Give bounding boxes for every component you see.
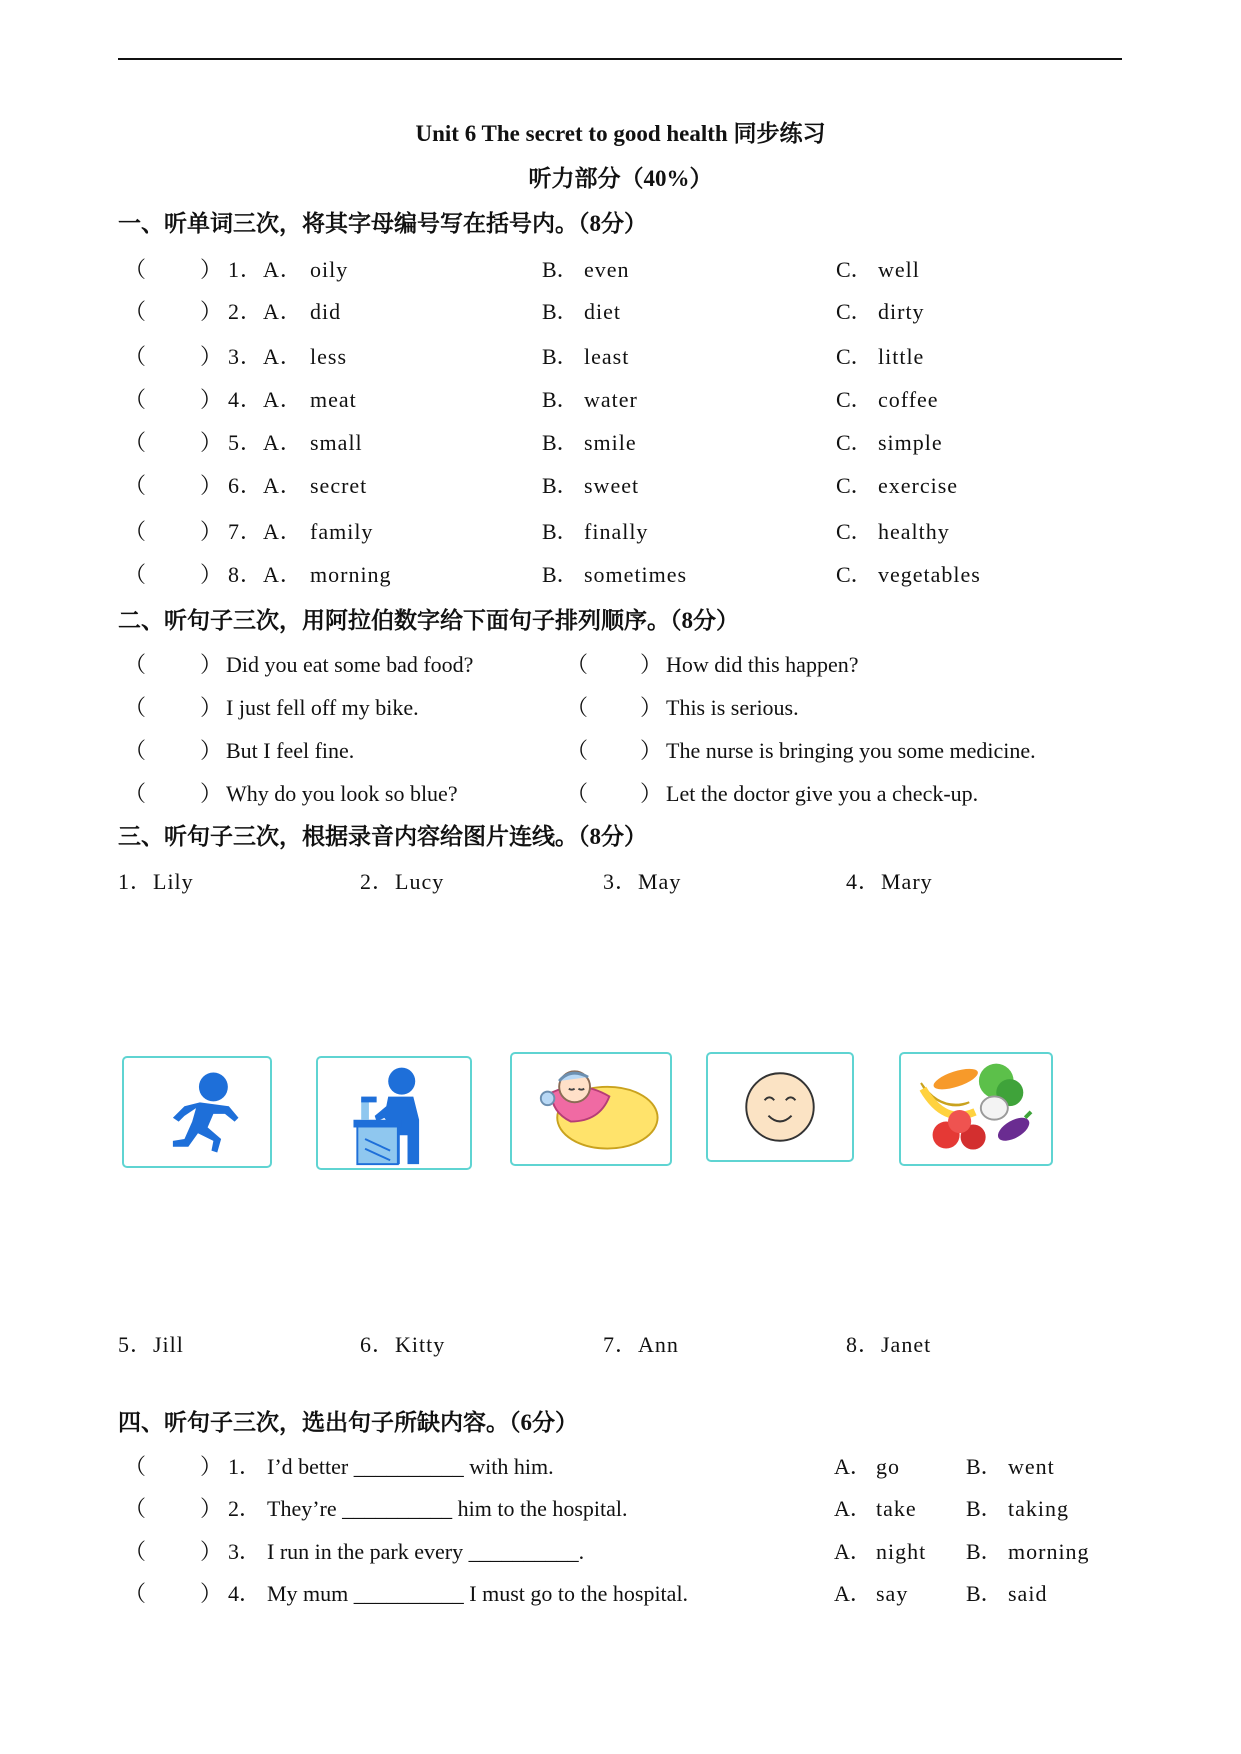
item-number: 3．A． [228, 344, 303, 369]
answer-paren-open[interactable]: （ [124, 652, 147, 677]
option-a: take [876, 1496, 917, 1521]
top-rule [118, 58, 1122, 60]
answer-paren-open[interactable]: （ [124, 738, 147, 763]
picture-running[interactable] [122, 1056, 272, 1168]
answer-paren-close: ） [200, 781, 223, 806]
item-number: 6．A． [228, 473, 303, 498]
answer-paren-open[interactable]: （ [124, 387, 147, 412]
picture-sleeping[interactable] [510, 1052, 672, 1166]
sentence-left: Did you eat some bad food? [226, 652, 474, 677]
option-b: least [584, 344, 630, 369]
name-label[interactable]: 8．Janet [846, 1332, 932, 1357]
option-c-label: C． [836, 473, 873, 498]
name-label[interactable]: 2．Lucy [360, 869, 445, 894]
answer-paren-open[interactable]: （ [124, 299, 147, 324]
answer-paren-close: ） [200, 695, 223, 720]
answer-paren-close: ） [200, 652, 223, 677]
answer-paren-close: ） [200, 1581, 223, 1606]
option-a: morning [310, 562, 392, 587]
running-person-icon [124, 1058, 270, 1166]
answer-paren-open[interactable]: （ [566, 781, 589, 806]
answer-paren-open[interactable]: （ [124, 430, 147, 455]
option-b-label: B． [966, 1454, 1003, 1479]
item-number: 2． [228, 1496, 262, 1521]
option-b-label: B． [542, 519, 579, 544]
option-c-label: C． [836, 344, 873, 369]
washing-hands-icon [318, 1058, 470, 1168]
option-b: taking [1008, 1496, 1069, 1521]
option-c: simple [878, 430, 943, 455]
answer-paren-open[interactable]: （ [124, 257, 147, 282]
option-c-label: C． [836, 430, 873, 455]
option-b: sometimes [584, 562, 688, 587]
picture-fruits[interactable] [899, 1052, 1053, 1166]
option-c-label: C． [836, 299, 873, 324]
option-a: secret [310, 473, 368, 498]
answer-paren-close: ） [200, 1454, 223, 1479]
name-label[interactable]: 3．May [603, 869, 682, 894]
option-b: diet [584, 299, 621, 324]
option-b-label: B． [966, 1496, 1003, 1521]
option-a: oily [310, 257, 349, 282]
answer-paren-close: ） [200, 299, 223, 324]
answer-paren-close: ） [200, 1539, 223, 1564]
option-c-label: C． [836, 257, 873, 282]
sentence-text: I’d better __________ with him. [267, 1454, 554, 1479]
option-b: morning [1008, 1539, 1090, 1564]
sentence-left: I just fell off my bike. [226, 695, 419, 720]
answer-paren-open[interactable]: （ [124, 519, 147, 544]
option-b-label: B． [542, 430, 579, 455]
option-a-label: A． [834, 1496, 872, 1521]
section4-heading: 四、听句子三次，选出句子所缺内容。（6分） [118, 1410, 578, 1435]
sentence-left: But I feel fine. [226, 738, 355, 763]
sentence-text: I run in the park every __________. [267, 1539, 585, 1564]
answer-paren-close: ） [640, 652, 663, 677]
answer-paren-open[interactable]: （ [124, 1581, 147, 1606]
answer-paren-open[interactable]: （ [124, 562, 147, 587]
name-label[interactable]: 5．Jill [118, 1332, 184, 1357]
answer-paren-open[interactable]: （ [124, 781, 147, 806]
option-a: night [876, 1539, 927, 1564]
sentence-right: How did this happen? [666, 652, 859, 677]
option-b-label: B． [966, 1581, 1003, 1606]
sentence-right: Let the doctor give you a check-up. [666, 781, 979, 806]
name-label[interactable]: 4．Mary [846, 869, 933, 894]
option-b: sweet [584, 473, 640, 498]
option-b-label: B． [542, 344, 579, 369]
answer-paren-open[interactable]: （ [566, 652, 589, 677]
sentence-right: This is serious. [666, 695, 799, 720]
answer-paren-close: ） [200, 430, 223, 455]
option-b: went [1008, 1454, 1055, 1479]
option-a: did [310, 299, 342, 324]
answer-paren-close: ） [200, 519, 223, 544]
answer-paren-close: ） [200, 344, 223, 369]
item-number: 4． [228, 1581, 262, 1606]
section1-heading: 一、听单词三次，将其字母编号写在括号内。（8分） [118, 211, 647, 236]
option-b-label: B． [966, 1539, 1003, 1564]
answer-paren-close: ） [640, 738, 663, 763]
answer-paren-open[interactable]: （ [566, 695, 589, 720]
option-a: meat [310, 387, 357, 412]
sleeping-baby-icon [512, 1054, 670, 1164]
answer-paren-close: ） [640, 781, 663, 806]
page-subtitle: 听力部分（40%） [528, 166, 713, 191]
answer-paren-open[interactable]: （ [124, 1454, 147, 1479]
picture-smile[interactable] [706, 1052, 854, 1162]
sentence-right: The nurse is bringing you some medicine. [666, 738, 1036, 763]
option-c-label: C． [836, 519, 873, 544]
answer-paren-close: ） [200, 473, 223, 498]
item-number: 7．A． [228, 519, 303, 544]
answer-paren-close: ） [200, 562, 223, 587]
item-number: 4．A． [228, 387, 303, 412]
option-b: finally [584, 519, 649, 544]
name-label[interactable]: 7．Ann [603, 1332, 679, 1357]
answer-paren-open[interactable]: （ [124, 1496, 147, 1521]
option-b: water [584, 387, 638, 412]
item-number: 3． [228, 1539, 262, 1564]
option-a-label: A． [834, 1454, 872, 1479]
option-b-label: B． [542, 299, 579, 324]
section2-heading: 二、听句子三次，用阿拉伯数字给下面句子排列顺序。（8分） [118, 608, 739, 633]
option-c-label: C． [836, 387, 873, 412]
fruits-vegetables-icon [901, 1054, 1051, 1164]
option-b: smile [584, 430, 637, 455]
sentence-left: Why do you look so blue? [226, 781, 458, 806]
answer-paren-open[interactable]: （ [124, 695, 147, 720]
option-b-label: B． [542, 562, 579, 587]
option-c: healthy [878, 519, 950, 544]
answer-paren-close: ） [640, 695, 663, 720]
page-title: Unit 6 The secret to good health 同步练习 [415, 121, 826, 146]
option-a: go [876, 1454, 900, 1479]
answer-paren-close: ） [200, 387, 223, 412]
item-number: 1．A． [228, 257, 303, 282]
option-c-label: C． [836, 562, 873, 587]
answer-paren-open[interactable]: （ [566, 738, 589, 763]
option-c: dirty [878, 299, 925, 324]
option-b-label: B． [542, 387, 579, 412]
answer-paren-open[interactable]: （ [124, 344, 147, 369]
answer-paren-close: ） [200, 1496, 223, 1521]
smiling-face-icon [708, 1054, 852, 1160]
option-c: little [878, 344, 925, 369]
option-c: well [878, 257, 920, 282]
answer-paren-close: ） [200, 738, 223, 763]
item-number: 1． [228, 1454, 262, 1479]
option-a-label: A． [834, 1581, 872, 1606]
option-b: said [1008, 1581, 1048, 1606]
option-c: coffee [878, 387, 939, 412]
name-label[interactable]: 1．Lily [118, 869, 194, 894]
option-a: family [310, 519, 374, 544]
picture-washing[interactable] [316, 1056, 472, 1170]
item-number: 2．A． [228, 299, 303, 324]
answer-paren-close: ） [200, 257, 223, 282]
sentence-text: My mum __________ I must go to the hospital. [267, 1581, 689, 1606]
option-a: less [310, 344, 347, 369]
section3-heading: 三、听句子三次，根据录音内容给图片连线。（8分） [118, 824, 647, 849]
option-c: vegetables [878, 562, 981, 587]
answer-paren-open[interactable]: （ [124, 473, 147, 498]
option-b-label: B． [542, 257, 579, 282]
name-label[interactable]: 6．Kitty [360, 1332, 446, 1357]
option-a: small [310, 430, 363, 455]
option-a: say [876, 1581, 909, 1606]
sentence-text: They’re __________ him to the hospital. [267, 1496, 628, 1521]
answer-paren-open[interactable]: （ [124, 1539, 147, 1564]
option-c: exercise [878, 473, 959, 498]
option-b: even [584, 257, 630, 282]
item-number: 8．A． [228, 562, 303, 587]
item-number: 5．A． [228, 430, 303, 455]
option-a-label: A． [834, 1539, 872, 1564]
option-b-label: B． [542, 473, 579, 498]
